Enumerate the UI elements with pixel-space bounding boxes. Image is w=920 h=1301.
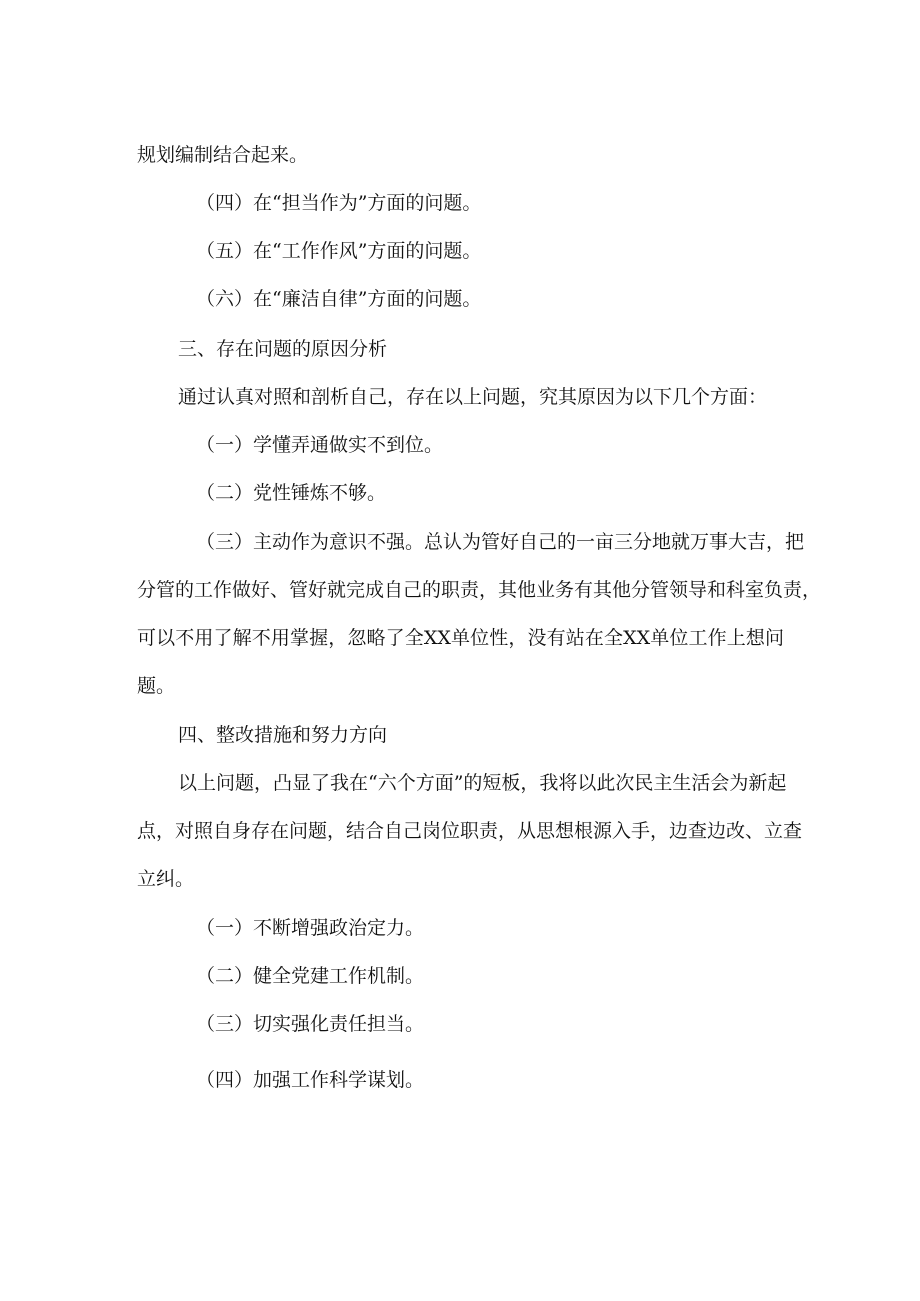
list-item: （三）切实强化责任担当。 bbox=[196, 1013, 425, 1035]
paragraph-continuation: 规划编制结合起来。 bbox=[137, 144, 309, 166]
list-item: （四）在“担当作为”方面的问题。 bbox=[196, 192, 482, 214]
paragraph-line: 题。 bbox=[137, 675, 176, 697]
list-item: （六）在“廉洁自律”方面的问题。 bbox=[196, 288, 482, 310]
list-item: （一）学懂弄通做实不到位。 bbox=[196, 434, 444, 456]
list-item: （二）党性锤炼不够。 bbox=[196, 482, 387, 504]
list-item: （四）加强工作科学谋划。 bbox=[196, 1069, 425, 1091]
paragraph-line: 分管的工作做好、管好就完成自己的职责，其他业务有其他分管领导和科室负责， bbox=[137, 579, 822, 601]
list-item: （五）在“工作作风”方面的问题。 bbox=[196, 240, 482, 262]
list-item: （一）不断增强政治定力。 bbox=[196, 917, 425, 939]
section-heading: 四、整改措施和努力方向 bbox=[178, 724, 388, 746]
paragraph-line: 以上问题，凸显了我在“六个方面”的短板，我将以此次民主生活会为新起 bbox=[178, 772, 787, 794]
list-item: （二）健全党建工作机制。 bbox=[196, 965, 425, 987]
paragraph: 通过认真对照和剖析自己，存在以上问题，究其原因为以下几个方面： bbox=[178, 386, 768, 408]
paragraph-line: （三）主动作为意识不强。总认为管好自己的一亩三分地就万事大吉，把 bbox=[196, 531, 805, 553]
paragraph-line: 可以不用了解不用掌握，忽略了全XX单位性，没有站在全XX单位工作上想问 bbox=[137, 627, 784, 649]
paragraph-line: 立纠。 bbox=[137, 868, 195, 890]
section-heading: 三、存在问题的原因分析 bbox=[178, 338, 388, 360]
paragraph-line: 点，对照自身存在问题，结合自己岗位职责，从思想根源入手，边查边改、立查 bbox=[137, 820, 803, 842]
